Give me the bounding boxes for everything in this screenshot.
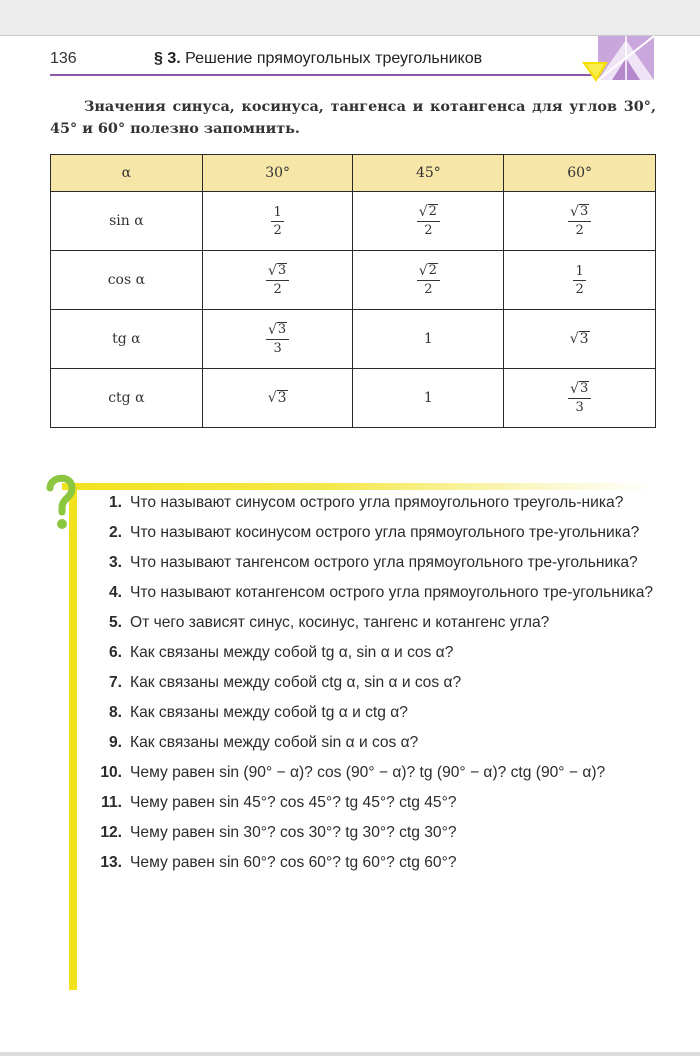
square-root [570,331,590,347]
value-cell [504,251,656,310]
question-item [100,522,660,544]
questions-marker-left [69,488,77,990]
fraction-numerator [417,204,440,222]
question-number: 9. [108,734,122,751]
fraction [266,322,289,357]
fraction-numerator [573,264,585,281]
page-header [50,46,650,74]
square-root [268,263,287,279]
question-item [100,672,660,694]
fraction-numerator [417,263,440,281]
fraction-denominator: 2 [424,222,433,238]
header-rule [50,74,610,76]
question-item [100,552,660,574]
radical-sign-icon: √ [570,380,579,397]
table-header-cell: α [51,155,203,192]
table-row [51,192,656,251]
value-cell [202,192,353,251]
table-header-cell: 45° [353,155,504,192]
value-cell [504,310,656,369]
square-root [268,322,287,338]
fraction [573,264,585,298]
radical-sign-icon: √ [418,203,428,220]
fraction-numerator [568,381,591,399]
radicand: 3 [277,390,287,406]
function-label: cos α [51,251,203,310]
question-number: 7. [108,674,122,691]
question-text: Чему равен sin 45°? cos 45°? tg 45°? ctg 45°? [130,794,457,811]
fraction-denominator: 2 [273,222,282,238]
viewer-bottom-line [0,1052,700,1056]
question-text: Чему равен sin 30°? cos 30°? tg 30°? ctg 30°? [130,824,457,841]
value-cell [504,192,656,251]
value-cell [202,310,353,369]
table-header-cell: 30° [202,155,353,192]
fraction [271,205,283,239]
fraction-denominator: 3 [273,340,282,356]
question-item [100,642,660,664]
fraction-numerator [568,204,591,222]
square-root [570,204,589,220]
question-item [100,792,660,814]
question-text: Как связаны между собой sin α и cos α? [130,734,419,751]
question-item [100,822,660,844]
triangle-logo-icon [578,34,658,86]
question-item [100,852,660,874]
fraction-denominator: 2 [575,222,584,238]
radicand: 2 [428,203,437,219]
question-number: 4. [108,584,122,601]
numerator-value: 1 [273,204,282,220]
fraction [266,263,289,298]
question-text: Как связаны между собой tg α и ctg α? [130,704,408,721]
radicand: 3 [277,321,287,337]
radical-sign-icon: √ [268,321,277,338]
question-text: Как связаны между собой tg α, sin α и cos α? [130,644,454,661]
question-text: Чему равен sin (90° − α)? cos (90° − α)? tg (90° − α)? ctg (90° − α)? [130,764,606,781]
fraction-denominator: 2 [575,281,584,297]
question-number: 13. [100,854,122,871]
value-cell [353,192,504,251]
fraction-denominator: 3 [575,399,584,415]
value-cell: 1 [353,369,504,428]
fraction-numerator [266,322,289,340]
table-header-row [51,155,656,192]
numerator-value: 1 [575,263,584,279]
fraction [568,204,591,239]
fraction-denominator: 2 [424,281,433,297]
table-row [51,310,656,369]
question-item [100,762,660,784]
question-number: 12. [100,824,122,841]
function-label: tg α [51,310,203,369]
questions-list [100,492,660,882]
page-number: 136 [50,50,77,67]
question-item [100,492,660,514]
question-text: Что называют косинусом острого угла прямоугольного тре-угольника? [130,524,640,541]
question-text: Как связаны между собой ctg α, sin α и cos α? [130,674,462,691]
intro-text: Значения синуса, косинуса, тангенса и котангенса для углов 30°, 45° и 60° полезно запомнить. [50,98,656,137]
value-cell: 1 [353,310,504,369]
fraction-numerator [266,263,289,281]
function-label: sin α [51,192,203,251]
square-root [419,204,438,220]
radicand: 2 [428,262,437,278]
value-cell [504,369,656,428]
question-text: Что называют синусом острого угла прямоугольного треуголь-ника? [130,494,624,511]
table-row [51,251,656,310]
table-header-cell: 60° [504,155,656,192]
radical-sign-icon: √ [418,262,428,279]
radicand: 3 [579,380,589,396]
fraction-numerator [271,205,283,222]
radical-sign-icon: √ [267,390,277,406]
section-title-text: Решение прямоугольных треугольников [185,50,483,67]
question-number: 5. [108,614,122,631]
radical-sign-icon: √ [268,262,277,279]
section-title [154,50,482,68]
value-cell [202,251,353,310]
question-number: 6. [108,644,122,661]
question-mark-icon [46,472,76,532]
questions-marker-top [62,483,656,490]
fraction-denominator: 2 [273,281,282,297]
question-number: 1. [108,494,122,511]
section-number: § 3. [154,50,181,67]
square-root [419,263,438,279]
fraction [568,381,591,416]
fraction [417,263,440,298]
question-text: Что называют тангенсом острого угла прямоугольного тре-угольника? [130,554,638,571]
table-row [51,369,656,428]
question-item [100,732,660,754]
question-number: 3. [108,554,122,571]
radicand: 3 [579,331,589,347]
radical-sign-icon: √ [570,203,579,220]
radicand: 3 [579,203,589,219]
question-item [100,702,660,724]
viewer-top-bar [0,0,700,36]
question-item [100,582,660,604]
square-root [570,381,589,397]
value-cell [353,251,504,310]
radical-sign-icon: √ [569,331,579,347]
question-text: От чего зависят синус, косинус, тангенс и котангенс угла? [130,614,550,631]
question-item [100,612,660,634]
value-cell [202,369,353,428]
question-number: 8. [108,704,122,721]
radicand: 3 [277,262,287,278]
question-number: 2. [108,524,122,541]
square-root [268,390,288,406]
question-number: 10. [100,764,122,781]
question-number: 11. [101,794,122,811]
question-text: Что называют котангенсом острого угла прямоугольного тре-угольника? [130,584,654,601]
trig-values-table [50,154,656,428]
function-label: ctg α [51,369,203,428]
question-text: Чему равен sin 60°? cos 60°? tg 60°? ctg 60°? [130,854,457,871]
fraction [417,204,440,239]
